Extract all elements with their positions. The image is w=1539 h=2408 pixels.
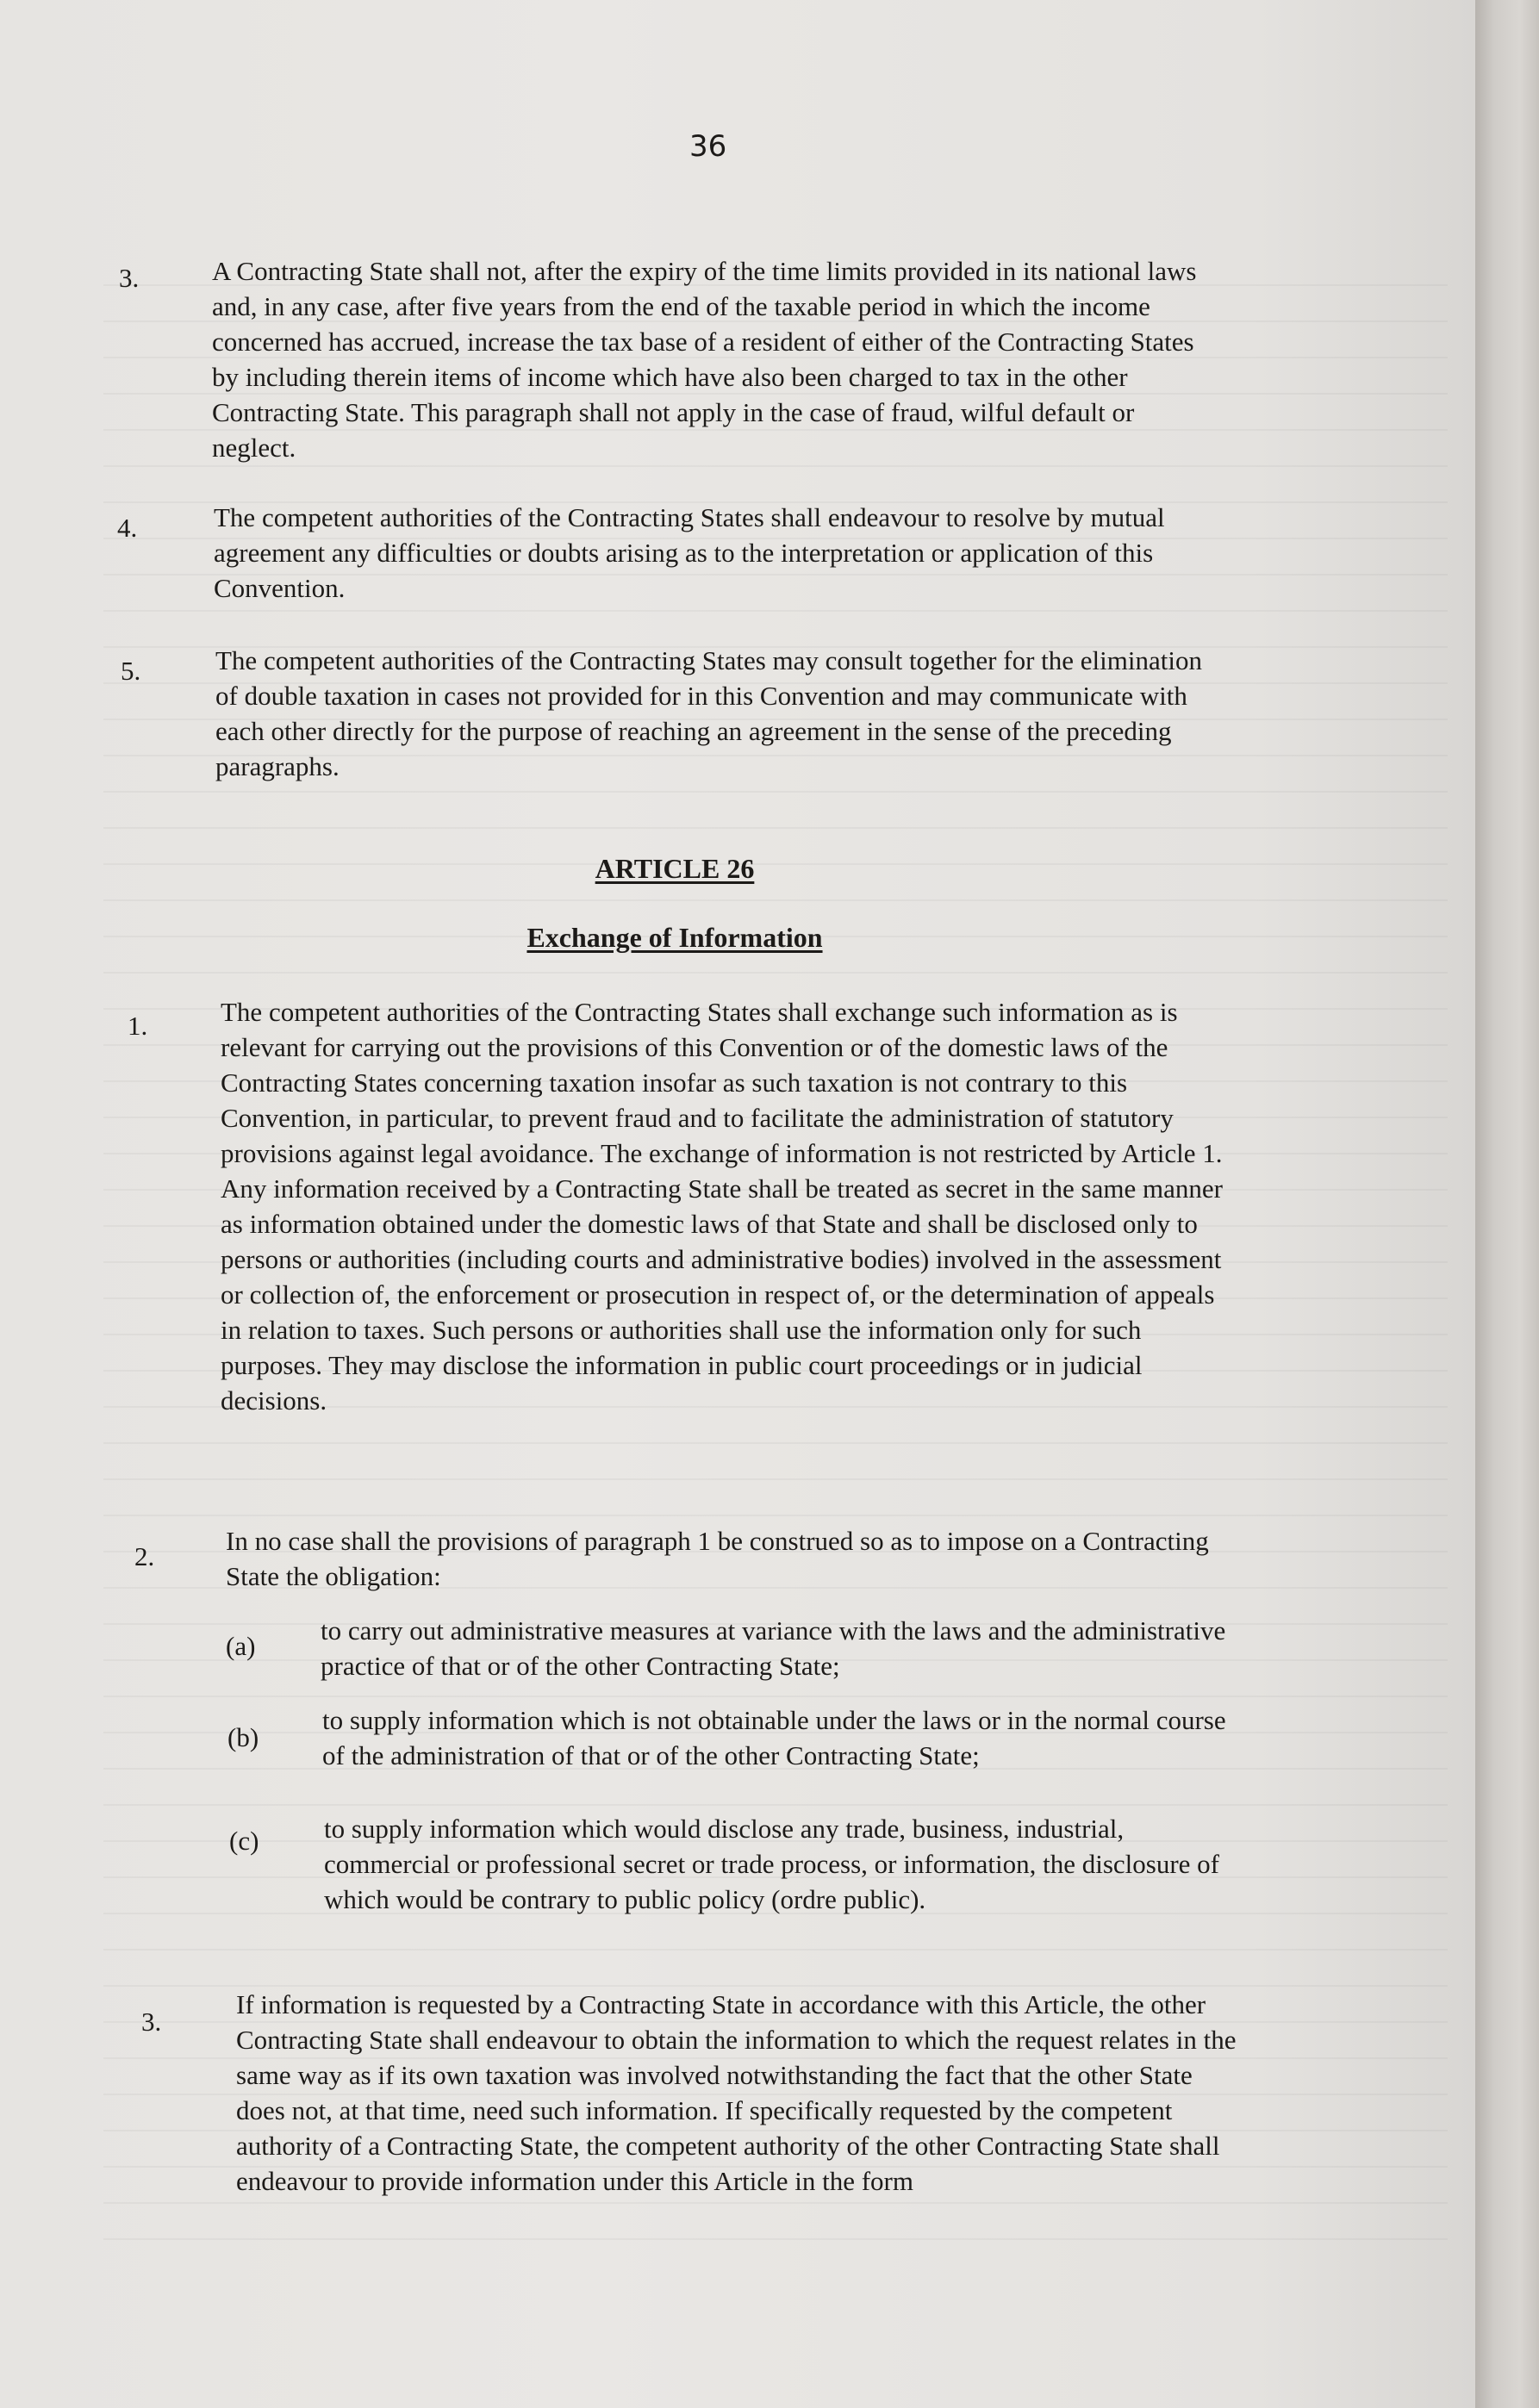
paragraph-number: 3.	[119, 263, 140, 293]
article-subtitle: Exchange of Information	[526, 922, 823, 953]
paragraph-number: 2.	[134, 1541, 155, 1571]
article-title: ARTICLE 26	[595, 853, 755, 884]
paragraph-text: In no case shall the provisions of paragraph 1 be construed so as to impose on a Contracting State the obligation:	[226, 1526, 1209, 1591]
paragraph-text: If information is requested by a Contracting State in accordance with this Article, the other Contracting State shall endeavour to obtain the information to which the request relates in the same way as if its own taxation was involved notwithstanding the fact that the other State does not, at that time, need such information. If specifically requested by the competent authority of a Contracting State, the competent authority of the other Contracting State shall endeavour to provide information under this Article in the form	[236, 1989, 1237, 2196]
paragraph-text: A Contracting State shall not, after the expiry of the time limits provided in its national laws and, in any case, after five years from the end of the taxable period in which the income concerned has accrued, increase the tax base of a resident of either of the Contracting States by including therein items of income which have also been charged to tax in the other Contracting State. This paragraph shall not apply in the case of fraud, wilful default or neglect.	[212, 256, 1197, 463]
sub-item-text: to supply information which is not obtainable under the laws or in the normal course of the administration of that or of the other Contracting State;	[322, 1705, 1226, 1770]
paragraph-text: The competent authorities of the Contracting States shall exchange such information as is relevant for carrying out the provisions of this Convention or of the domestic laws of the Contracting States concerning taxation insofar as such taxation is not contrary to this Convention, in particular, to prevent fraud and to facilitate the administration of statutory provisions against legal avoidance. The exchange of information is not restricted by Article 1. Any information received by a Contracting State shall be treated as secret in the same manner as information obtained under the domestic laws of that State and shall be disclosed only to persons or authorities (including courts and administrative bodies) involved in the assessment or collection of, the enforcement or prosecution in respect of, or the determination of appeals in relation to taxes. Such persons or authorities shall use the information only for such purposes. They may disclose the information in public court proceedings or in judicial decisions.	[221, 997, 1223, 1416]
paragraph-text: The competent authorities of the Contracting States may consult together for the elimination of double taxation in cases not provided for in this Convention and may communicate with each other directly for the purpose of reaching an agreement in the sense of the preceding paragraphs.	[215, 645, 1202, 781]
paragraph-number: 5.	[121, 656, 141, 686]
paragraph-number: 1.	[128, 1011, 148, 1041]
paragraph-text: The competent authorities of the Contracting States shall endeavour to resolve by mutual agreement any difficulties or doubts arising as to the interpretation or application of this Convention.	[214, 502, 1165, 603]
paragraph-number: 4.	[117, 513, 138, 543]
sub-item-label: (b)	[227, 1722, 259, 1752]
sub-item-label: (a)	[226, 1631, 256, 1661]
page-number: 36	[689, 129, 727, 164]
sub-item-text: to carry out administrative measures at variance with the laws and the administrative practice of that or of the other Contracting State;	[321, 1615, 1226, 1681]
sub-item-text: to supply information which would disclose any trade, business, industrial, commercial or professional secret or trade process, or information, the disclosure of which would be contrary to public policy (ordre public).	[324, 1814, 1219, 1914]
paragraph-number: 3.	[141, 2007, 162, 2037]
sub-item-label: (c)	[229, 1826, 259, 1856]
page-edge	[1475, 0, 1539, 2408]
